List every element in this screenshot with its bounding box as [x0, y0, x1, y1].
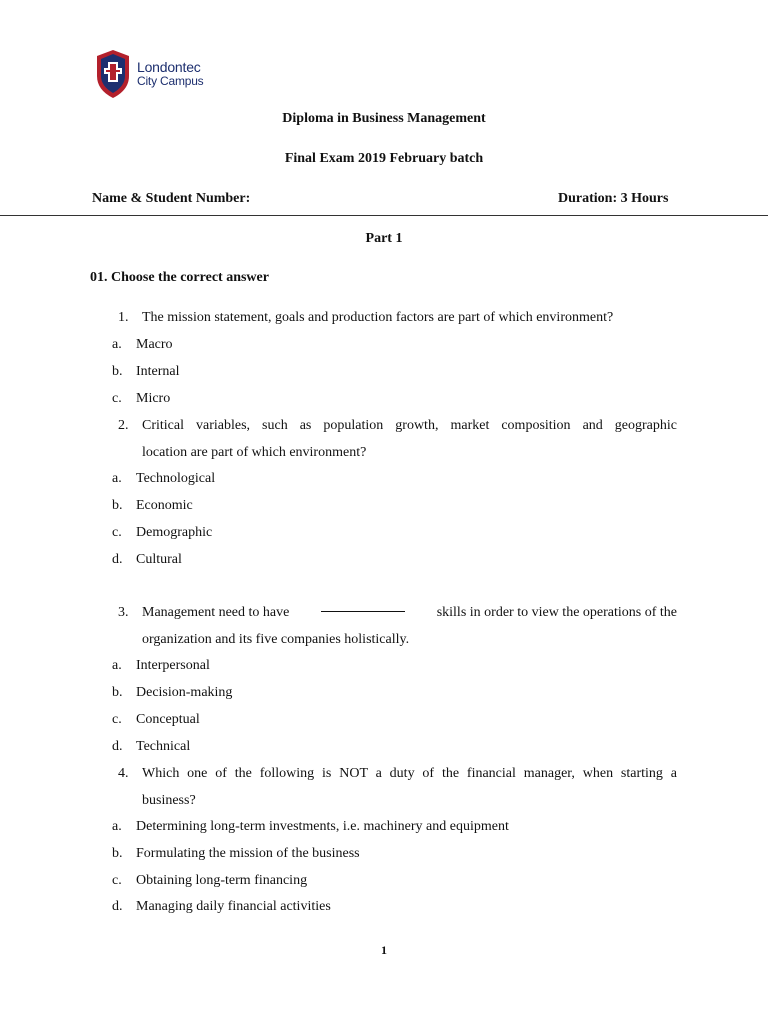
- q2-option-d: d. Cultural: [112, 552, 182, 567]
- q3-option-c: c. Conceptual: [112, 712, 200, 727]
- q4-option-c: c. Obtaining long-term financing: [112, 873, 308, 888]
- q4-option-d: d. Managing daily financial activities: [112, 899, 331, 914]
- q1-option-a: a. Macro: [112, 337, 173, 352]
- question-1-number: 1.: [118, 310, 129, 325]
- name-student-number-label: Name & Student Number:: [92, 191, 251, 206]
- question-3-number: 3.: [118, 605, 129, 620]
- question-3-text-after: skills in order to view the operations of the: [436, 605, 677, 620]
- question-4-text-line2: business?: [142, 793, 196, 808]
- q2-option-c: c. Demographic: [112, 525, 213, 540]
- q1-option-c: c. Micro: [112, 391, 171, 406]
- exam-title: Diploma in Business Management: [282, 111, 486, 126]
- logo-campus: City Campus: [137, 74, 204, 88]
- question-4-number: 4.: [118, 766, 129, 781]
- question-1-text: The mission statement, goals and production factors are part of which environment?: [142, 310, 614, 325]
- duration-label: Duration: 3 Hours: [558, 191, 669, 206]
- logo-name: Londontec: [137, 59, 201, 75]
- question-2-text-line1: Critical variables, such as population growth, market composition and geographic: [142, 418, 677, 433]
- q4-option-a: a. Determining long-term investments, i.e. machinery and equipment: [112, 819, 509, 834]
- logo-text: [137, 60, 203, 88]
- campus-logo: [93, 44, 205, 100]
- q2-option-a: a. Technological: [112, 471, 216, 486]
- question-3-text-line1: [142, 599, 677, 626]
- q3-option-b: b. Decision-making: [112, 685, 233, 700]
- part-title: Part 1: [365, 231, 403, 246]
- question-3-text-line2: organization and its five companies holistically.: [142, 632, 410, 647]
- crest-icon: [93, 48, 133, 100]
- question-2-number: 2.: [118, 418, 129, 433]
- header-divider: [0, 215, 768, 216]
- question-2-text-line2: location are part of which environment?: [142, 445, 367, 460]
- q2-option-b: b. Economic: [112, 498, 193, 513]
- q3-option-a: a. Interpersonal: [112, 658, 210, 673]
- answer-blank: [321, 599, 405, 612]
- q4-option-b: b. Formulating the mission of the business: [112, 846, 360, 861]
- page-number: 1: [381, 943, 387, 957]
- q1-option-b: b. Internal: [112, 364, 180, 379]
- exam-subtitle: Final Exam 2019 February batch: [284, 151, 484, 166]
- q3-option-d: d. Technical: [112, 739, 191, 754]
- question-4-text-line1: Which one of the following is NOT a duty of the financial manager, when starting a: [142, 766, 677, 781]
- section-title: 01. Choose the correct answer: [90, 270, 269, 285]
- question-3-text-before: Management need to have: [142, 605, 290, 620]
